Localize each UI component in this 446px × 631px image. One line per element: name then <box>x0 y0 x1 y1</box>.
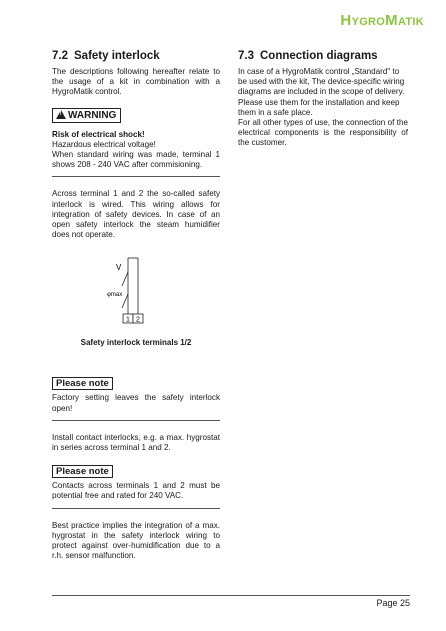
terminal-1-label: 1 <box>126 316 130 324</box>
diagram-phimax-label: φmax <box>107 292 123 299</box>
note-badge-2: Please note <box>52 465 113 478</box>
divider <box>52 176 220 177</box>
left-column <box>52 50 220 561</box>
warning-badge: ! WARNING <box>52 108 121 123</box>
connection-text-2: For all other types of use, the connection of the electrical components is the responsibility of the customer. <box>238 118 408 148</box>
best-practice-text: Best practice implies the integration of a max. hygrostat in the safety interlock wiring to protect against over-humidification due to a r.h. sensor malfunction. <box>52 520 220 561</box>
divider <box>52 420 220 421</box>
intro-text: The descriptions following hereafter relate to the usage of a kit in combination with a HygroMatik control. <box>52 67 220 97</box>
diagram-v-label: V <box>116 263 122 273</box>
interlock-diagram <box>52 256 220 330</box>
warning-line-2: When standard wiring was made, terminal 1 shows 208 - 240 VAC after commisioning. <box>52 150 220 170</box>
warning-triangle-icon: ! <box>56 110 66 119</box>
note-badge-1: Please note <box>52 377 113 390</box>
diagram-caption: Safety interlock terminals 1/2 <box>80 338 192 348</box>
page-number: Page 25 <box>376 598 410 608</box>
terminal-2-label: 2 <box>136 316 140 324</box>
wiring-diagram-icon <box>52 256 220 330</box>
footer-divider <box>52 595 410 596</box>
section-heading-7-3: 7.3 Connection diagrams <box>238 50 378 62</box>
right-column <box>238 50 408 149</box>
section-heading-7-2: 7.2 Safety interlock <box>52 50 160 62</box>
warning-line-1: Hazardous electrical voltage! <box>52 139 156 149</box>
note-text-2: Contacts across terminals 1 and 2 must be potential free and rated for 240 VAC. <box>52 481 220 501</box>
contact-text: Install contact interlocks, e.g. a max. hygrostat in series across terminal 1 and 2. <box>52 432 220 453</box>
warning-heading: Risk of electrical shock! <box>52 129 145 139</box>
note-text-1: Factory setting leaves the safety interlock open! <box>52 393 220 413</box>
interlock-text: Across terminal 1 and 2 the so-called safety interlock is wired. This wiring allows for integration of safety devices. In case of an open safety interlock the steam humidifier does not operate. <box>52 189 220 240</box>
connection-text-1: In case of a HygroMatik control „Standard" to be used with the kit, The device-specific wiring diagrams are included in the scope of delivery. Please use them for the installation and keep them in a safe place. <box>238 67 405 117</box>
divider <box>52 508 220 509</box>
brand-logo: HYGROMATIK <box>340 12 424 29</box>
